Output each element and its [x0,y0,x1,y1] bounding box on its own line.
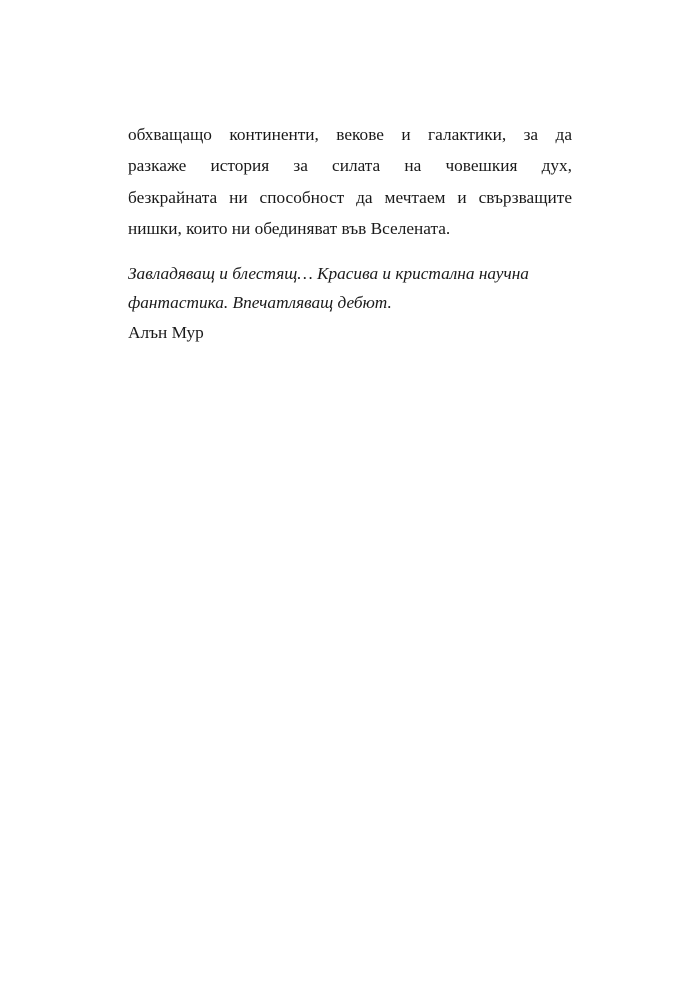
review-quote [128,259,572,318]
paragraph-line-3: безкрайната ни способност да мечтаем и свързващите [128,187,572,207]
paragraph-line-2: разкаже история за силата на човешкия дух, [128,156,572,176]
quote-line-1: Завладяващ и блестящ… Красива и кристална научна [128,263,529,283]
quote-author: Алън Мур [128,322,204,342]
paragraph-line-4: нишки, които ни обединяват във Вселената. [128,219,451,239]
page-content [128,119,572,347]
body-paragraph [128,119,572,245]
quote-line-2: фантастика. Впечатляващ дебют. [128,293,392,313]
paragraph-line-1: обхващащо континенти, векове и галактики, за да [128,125,572,144]
